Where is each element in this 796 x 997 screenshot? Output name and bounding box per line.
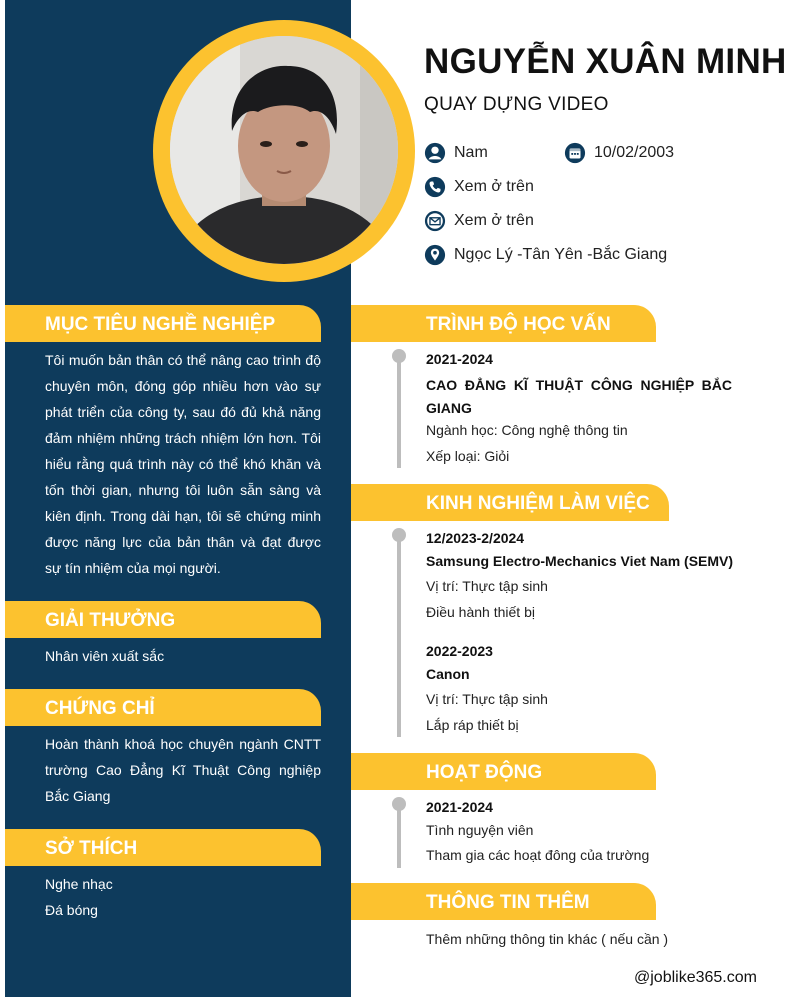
experience-heading: KINH NGHIỆM LÀM VIỆC <box>351 484 669 521</box>
activity-role: Tình nguyện viên <box>426 822 534 838</box>
experience-company: Samsung Electro-Mechanics Viet Nam (SEMV) <box>426 553 734 569</box>
experience-position: Vị trí: Thực tập sinh <box>426 691 548 707</box>
calendar-icon <box>564 142 586 164</box>
extra-heading: THÔNG TIN THÊM <box>351 883 656 920</box>
activities-heading: HOẠT ĐỘNG <box>351 753 656 790</box>
email-text: Xem ở trên <box>454 212 534 229</box>
timeline-dot <box>392 528 406 542</box>
activity-period: 2021-2024 <box>426 799 493 815</box>
hobby-item: Đá bóng <box>45 902 98 918</box>
extra-text: Thêm những thông tin khác ( nếu cần ) <box>426 931 669 947</box>
education-period: 2021-2024 <box>426 351 493 367</box>
education-timeline <box>397 355 401 468</box>
candidate-name: NGUYỄN XUÂN MINH <box>424 42 787 81</box>
email-icon <box>424 210 446 232</box>
candidate-role: QUAY DỰNG VIDEO <box>424 94 609 115</box>
location-icon <box>424 244 446 266</box>
timeline-dot <box>392 349 406 363</box>
address-text: Ngọc Lý -Tân Yên -Bắc Giang <box>454 246 668 263</box>
education-school: CAO ĐẲNG KĨ THUẬT CÔNG NGHIỆP BẮC GIANG <box>426 377 732 416</box>
activity-detail: Tham gia các hoạt đông của trường <box>426 847 650 863</box>
watermark: @joblike365.com <box>634 969 757 986</box>
hobbies-heading: SỞ THÍCH <box>5 829 321 866</box>
phone-icon <box>424 176 446 198</box>
user-icon <box>424 142 446 164</box>
certificates-text: Hoàn thành khoá học chuyên ngành CNTT trường Cao Đẳng Kĩ Thuật Công nghiệp Bắc Giang <box>45 736 321 804</box>
avatar-photo <box>170 36 398 264</box>
phone-info <box>424 176 534 198</box>
avatar <box>170 36 398 264</box>
hobby-item: Nghe nhạc <box>45 876 113 892</box>
awards-heading: GIẢI THƯỞNG <box>5 601 321 638</box>
address-info <box>424 244 667 266</box>
gender-info <box>424 142 488 164</box>
objective-heading: MỤC TIÊU NGHỀ NGHIỆP <box>5 305 321 342</box>
objective-text: Tôi muốn bản thân có thể nâng cao trình độ chuyên môn, đóng góp nhiều hơn vào sự phát triển của công ty, sau đó đủ khả năng đảm nhiệm những trách nhiệm lớn hơn. Tôi hiểu rằng quá trình này có thể khó khăn và tốn thời gian, nhưng tôi luôn sẵn sàng và kiên định. Trong dài hạn, tôi sẽ chứng minh được năng lực của bản thân và đạt được sự tín nhiệm của mọi người. <box>45 352 321 576</box>
birthdate-info <box>564 142 674 164</box>
experience-period: 12/2023-2/2024 <box>426 530 525 546</box>
experience-detail: Điều hành thiết bị <box>426 604 535 620</box>
education-major: Ngành học: Công nghệ thông tin <box>426 422 628 438</box>
timeline-dot <box>392 797 406 811</box>
birthdate-text: 10/02/2003 <box>594 144 675 161</box>
phone-text: Xem ở trên <box>454 178 534 195</box>
gender-text: Nam <box>454 144 488 161</box>
experience-company: Canon <box>426 666 470 682</box>
experience-detail: Lắp ráp thiết bị <box>426 717 519 733</box>
education-heading: TRÌNH ĐỘ HỌC VẤN <box>351 305 656 342</box>
experience-period: 2022-2023 <box>426 643 493 659</box>
education-grade: Xếp loại: Giỏi <box>426 448 510 464</box>
certificates-heading: CHỨNG CHỈ <box>5 689 321 726</box>
experience-position: Vị trí: Thực tập sinh <box>426 578 548 594</box>
activities-timeline <box>397 803 401 868</box>
experience-timeline <box>397 534 401 737</box>
email-info <box>424 210 534 232</box>
award-item: Nhân viên xuất sắc <box>45 648 165 664</box>
